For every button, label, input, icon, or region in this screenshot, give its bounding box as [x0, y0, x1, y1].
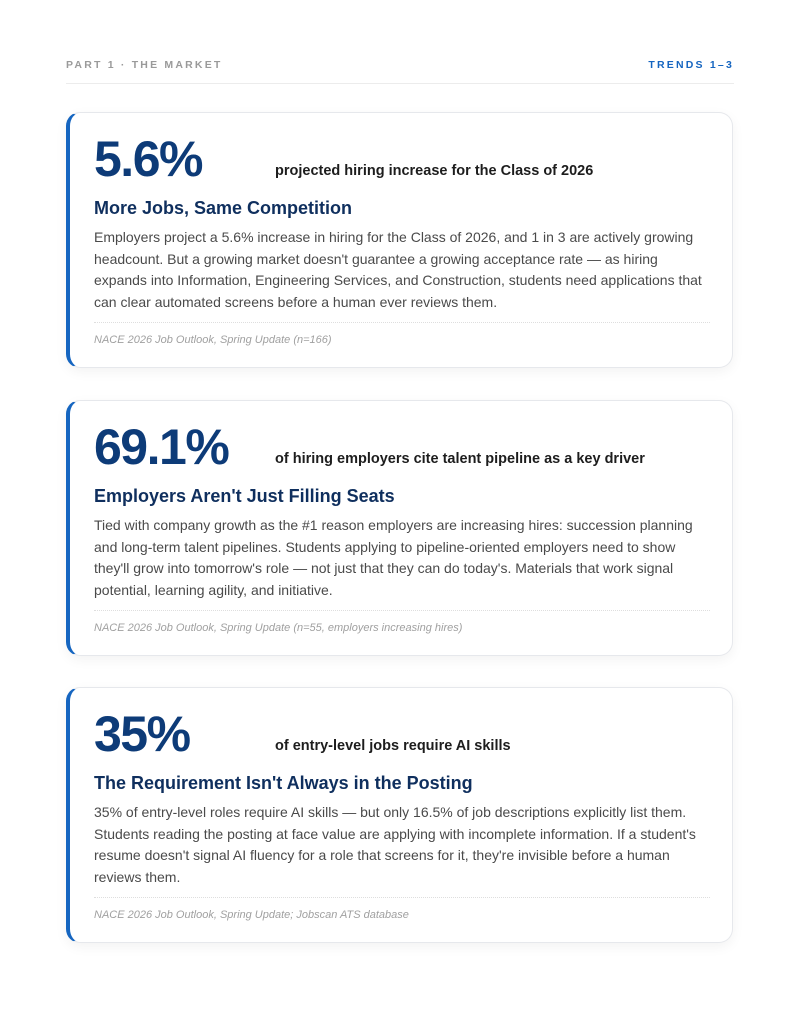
card-title: The Requirement Isn't Always in the Posting — [94, 773, 473, 793]
card-source: NACE 2026 Job Outlook, Spring Update (n=55, employers increasing hires) — [94, 622, 463, 634]
stat-number: 5.6% — [94, 131, 202, 187]
stat-number: 69.1% — [94, 419, 229, 475]
trend-card-3 — [66, 687, 733, 943]
trend-card-1 — [66, 112, 733, 368]
stat-caption: of entry-level jobs require AI skills — [275, 738, 511, 754]
card-body: Tied with company growth as the #1 reason employers are increasing hires: succession planning and long-term talent pipelines. Students applying to pipeline-oriented employers need to show they'll grow into tomorrow's role — not just that they can do today's. Materials that work signal potential, learning agility, and initiative. — [94, 517, 693, 598]
trends-label: TRENDS 1–3 — [648, 59, 734, 71]
card-title: Employers Aren't Just Filling Seats — [94, 486, 395, 506]
stat-caption: of hiring employers cite talent pipeline as a key driver — [275, 451, 645, 467]
stat-number: 35% — [94, 706, 190, 762]
card-divider — [94, 897, 710, 898]
card-source: NACE 2026 Job Outlook, Spring Update; Jobscan ATS database — [94, 909, 409, 921]
trend-card-2 — [66, 400, 733, 656]
section-label: PART 1 · THE MARKET — [66, 59, 223, 71]
card-source: NACE 2026 Job Outlook, Spring Update (n=166) — [94, 334, 332, 346]
card-divider — [94, 610, 710, 611]
card-body: 35% of entry-level roles require AI skills — but only 16.5% of job descriptions explicitly list them. Students reading the posting at face value are applying with incomplete information. If a student's resume doesn't signal AI fluency for a role that screens for it, they're invisible before a human reviews them. — [94, 804, 696, 885]
card-body: Employers project a 5.6% increase in hiring for the Class of 2026, and 1 in 3 are actively growing headcount. But a growing market doesn't guarantee a growing acceptance rate — as hiring expands into Information, Engineering Services, and Construction, students need applications that can clear automated screens before a human ever reviews them. — [94, 229, 702, 310]
card-divider — [94, 322, 710, 323]
card-title: More Jobs, Same Competition — [94, 198, 353, 218]
page-header — [66, 57, 734, 84]
stat-caption: projected hiring increase for the Class of 2026 — [275, 163, 594, 179]
